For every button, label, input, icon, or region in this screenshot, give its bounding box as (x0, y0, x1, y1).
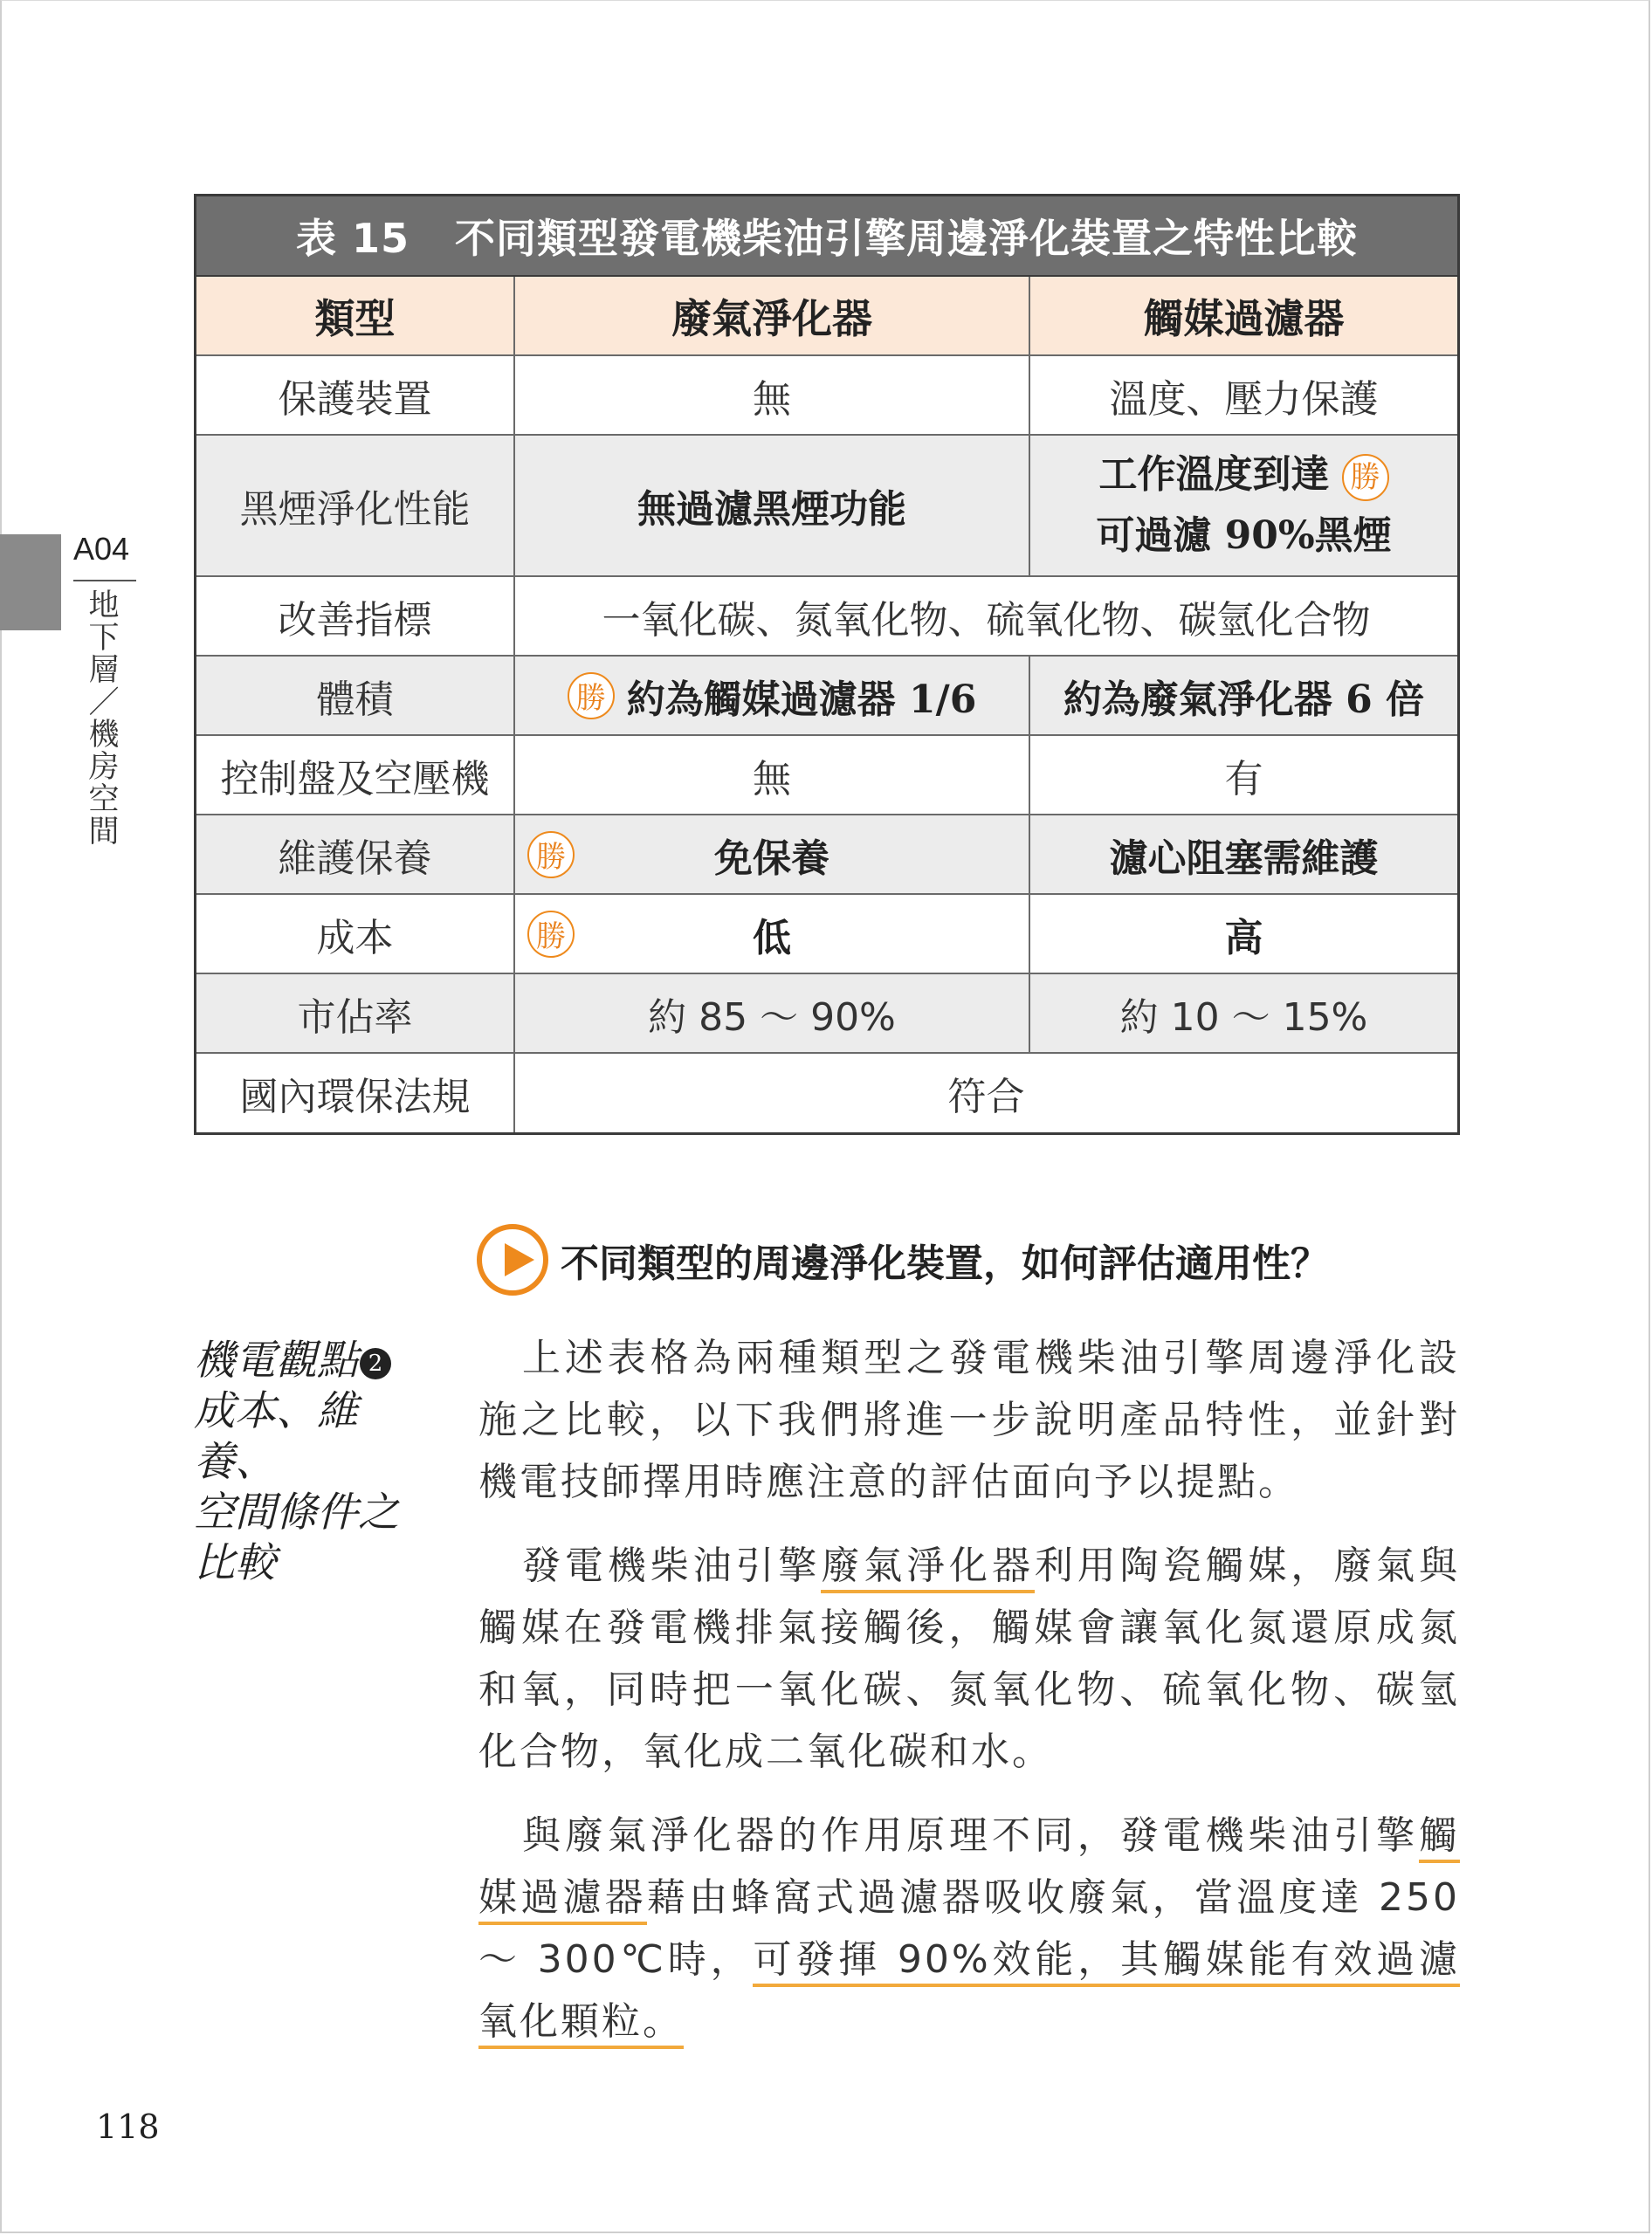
header-type: 類型 (196, 277, 514, 355)
play-icon (477, 1224, 548, 1296)
highlight: 廢氣淨化器 (821, 1544, 1035, 1593)
text-span: 與廢氣淨化器的作用原理不同，發電機柴油引擎 (522, 1813, 1419, 1858)
chapter-char: 機 (88, 718, 120, 753)
cell-a-text: 約為觸媒過濾器 1/6 (626, 677, 977, 722)
row-label: 體積 (196, 656, 514, 735)
cell-a (514, 894, 1029, 973)
table-number: 表 15 (295, 215, 410, 262)
cell-a: 無 (514, 355, 1029, 435)
chapter-char: ／ (88, 685, 120, 720)
cell-a: 無過濾黑煙功能 (514, 435, 1029, 576)
table-row (196, 435, 1457, 576)
chapter-char: 層 (88, 653, 120, 688)
chapter-char: 下 (88, 621, 120, 656)
row-label: 控制盤及空壓機 (196, 735, 514, 815)
row-label: 國內環保法規 (196, 1053, 514, 1132)
note-title: 機電觀點 (194, 1337, 358, 1385)
chapter-code: A04 (73, 531, 130, 567)
row-label: 市佔率 (196, 973, 514, 1053)
cell-b-line2: 可過濾 90%黑煙 (1096, 513, 1392, 558)
win-badge: 勝 (1342, 454, 1389, 501)
note-line (194, 1336, 421, 1386)
cell-a-content (568, 668, 977, 724)
row-label: 保護裝置 (196, 355, 514, 435)
table-title (196, 196, 1457, 277)
table-row (196, 973, 1457, 1053)
highlight: 觸媒過濾器 (478, 1813, 1460, 1925)
body-text (478, 1327, 1460, 2074)
cell-b: 高 (1029, 894, 1457, 973)
cell-b: 溫度、壓力保護 (1029, 355, 1457, 435)
cell-b: 約 10 ～ 15% (1029, 973, 1457, 1053)
table-row (196, 815, 1457, 894)
paragraph (478, 1805, 1460, 2053)
row-label: 維護保養 (196, 815, 514, 894)
row-label: 成本 (196, 894, 514, 973)
row-label: 黑煙淨化性能 (196, 435, 514, 576)
cell-a: 無 (514, 735, 1029, 815)
chapter-char: 房 (88, 750, 120, 785)
win-badge: 勝 (568, 672, 615, 719)
chapter-char: 空 (88, 782, 120, 817)
header-exhaust-purifier: 廢氣淨化器 (514, 277, 1029, 355)
table-title-text: 不同類型發電機柴油引擎周邊淨化裝置之特性比較 (455, 215, 1359, 262)
side-note (194, 1336, 421, 1589)
note-number-badge: 2 (360, 1348, 391, 1379)
note-line: 成本、維養、 (194, 1387, 358, 1486)
chapter-divider (73, 580, 136, 581)
table-row (196, 735, 1457, 815)
table-row (196, 894, 1457, 973)
paragraph (478, 1535, 1460, 1783)
note-line: 空間條件之 (194, 1489, 399, 1537)
cell-b-line1 (1030, 444, 1457, 505)
table-row (196, 576, 1457, 656)
cell-a-text: 免保養 (714, 836, 829, 881)
cell-a: 約 85 ～ 90% (514, 973, 1029, 1053)
page-number: 118 (96, 2108, 160, 2146)
table-header-row (196, 277, 1457, 355)
comparison-table (194, 194, 1460, 1135)
text-span: 利用陶瓷觸媒，廢氣與觸媒在發電機排氣接觸後，觸媒會讓氧化氮還原成氮和氧，同時把一氧化碳、氮氧化物、硫氧化物、碳氫化合物，氧化成二氧化碳和水。 (478, 1544, 1461, 1774)
win-badge: 勝 (527, 831, 575, 878)
question-text: 不同類型的周邊淨化裝置，如何評估適用性？ (561, 1241, 1329, 1286)
cell-merged: 一氧化碳、氮氧化物、硫氧化物、碳氫化合物 (514, 576, 1457, 656)
chapter-char: 間 (88, 815, 120, 849)
cell-b: 濾心阻塞需維護 (1029, 815, 1457, 894)
table-row (196, 1053, 1457, 1132)
table-row (196, 355, 1457, 435)
table-row (196, 656, 1457, 735)
cell-a (514, 815, 1029, 894)
highlight: 可發揮 90%效能，其觸媒能有效過濾氧化顆粒。 (478, 1937, 1460, 2049)
chapter-tab (0, 534, 61, 630)
comparison-grid (196, 277, 1457, 1132)
cell-a (514, 656, 1029, 735)
cell-b-line1-text: 工作溫度到達 (1098, 452, 1330, 497)
cell-merged: 符合 (514, 1053, 1457, 1132)
cell-b: 約為廢氣淨化器 6 倍 (1029, 656, 1457, 735)
header-catalyst-filter: 觸媒過濾器 (1029, 277, 1457, 355)
text-span: 藉由蜂窩式過濾器吸收廢氣，當溫度達 250 ～ 300℃時， (478, 1875, 1461, 1982)
note-line: 比較 (194, 1539, 276, 1587)
chapter-char: 地 (88, 588, 120, 623)
cell-b (1029, 435, 1457, 576)
text-span: 發電機柴油引擎 (522, 1544, 822, 1588)
win-badge: 勝 (527, 911, 575, 958)
row-label: 改善指標 (196, 576, 514, 656)
cell-b: 有 (1029, 735, 1457, 815)
question-heading (477, 1224, 1329, 1296)
paragraph: 上述表格為兩種類型之發電機柴油引擎周邊淨化設施之比較，以下我們將進一步說明產品特性，並針對機電技師擇用時應注意的評估面向予以提點。 (478, 1336, 1460, 1504)
cell-a-text: 低 (753, 915, 791, 960)
chapter-title-vertical (85, 590, 123, 849)
